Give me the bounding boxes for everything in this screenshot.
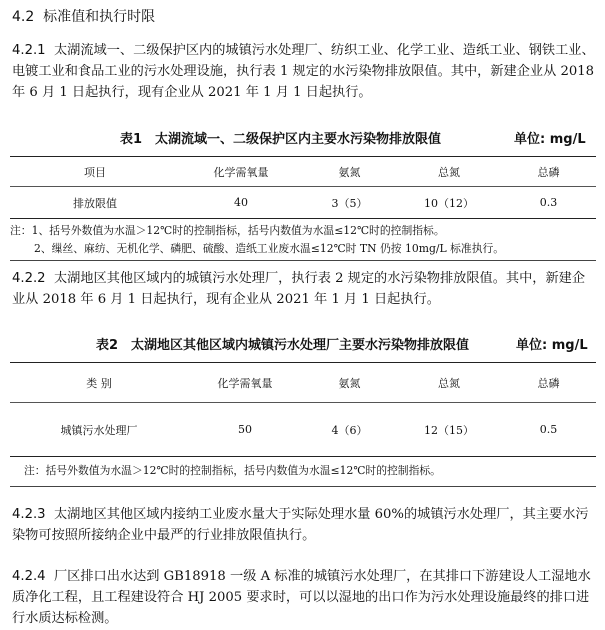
section-title: 标准值和执行时限 [43, 9, 156, 25]
table2-header-cell: 总磷 [501, 363, 596, 403]
table1-header-row [10, 157, 596, 187]
paragraph-4-2-1 [12, 40, 597, 103]
clause-number: 4.2.1 [12, 43, 46, 58]
table1-note-2: 2、缫丝、麻纺、无机化学、磷肥、硫酸、造纸工业废水温≤12℃时 TN 仍按 10mg/L 标准执行。 [34, 242, 505, 255]
table2-header-cell: 总氮 [397, 363, 501, 403]
clause-text: 太湖流域一、二级保护区内的城镇污水处理厂、纺织工业、化学工业、造纸工业、钢铁工业、电镀工业和食品工业的污水处理设施，执行表 1 规定的水污染物排放限值。其中，新建企业从 2018 年 6 月 1 日起执行，现有企业从 2021 年 1 月 1 日起执行。 [12, 43, 595, 100]
table2-cell: 12（15） [397, 403, 501, 457]
paragraph-4-2-3 [12, 504, 597, 546]
table2-data-row [10, 403, 596, 457]
table1-cell: 排放限值 [10, 187, 180, 219]
clause-number: 4.2.2 [12, 271, 46, 286]
table1-unit: 单位: mg/L [514, 132, 586, 147]
table1-cell: 0.3 [501, 187, 596, 219]
table2-cell: 4（6） [302, 403, 397, 457]
table1-header-cell: 氨氮 [302, 157, 397, 187]
table1-data-row [10, 187, 596, 219]
table2-note: 注：括号外数值为水温＞12℃时的控制指标，括号内数值为水温≤12℃时的控制指标。 [24, 464, 441, 477]
table1-bottom-rule [10, 260, 596, 261]
table2-header-row [10, 363, 596, 403]
table2-header-cell: 氨氮 [302, 363, 397, 403]
table2-header-cell: 类 别 [10, 363, 188, 403]
table1-header-cell: 总氮 [397, 157, 501, 187]
table2-cell: 城镇污水处理厂 [10, 403, 188, 457]
clause-number: 4.2.3 [12, 507, 46, 522]
table1-header-cell: 项目 [10, 157, 180, 187]
table2-cell: 0.5 [501, 403, 596, 457]
table1-cell: 3（5） [302, 187, 397, 219]
section-heading [12, 6, 155, 26]
section-number: 4.2 [12, 9, 35, 25]
table1-cell: 40 [180, 187, 302, 219]
table1-caption: 表1 太湖流域一、二级保护区内主要水污染物排放限值 [120, 132, 442, 147]
table1-note-1: 注：1、括号外数值为水温＞12℃时的控制指标，括号内数值为水温≤12℃时的控制指标。 [10, 224, 445, 237]
table1-cell: 10（12） [397, 187, 501, 219]
clause-number: 4.2.4 [12, 569, 46, 584]
table2-header-cell: 化学需氧量 [188, 363, 302, 403]
table2-caption: 表2 太湖地区其他区域内城镇污水处理厂主要水污染物排放限值 [96, 338, 470, 353]
table2 [10, 362, 596, 457]
clause-text: 太湖地区其他区域内接纳工业废水量大于实际处理水量 60%的城镇污水处理厂，其主要水污染物可按照所接纳企业中最严的行业排放限值执行。 [12, 507, 589, 543]
clause-text: 太湖地区其他区域内的城镇污水处理厂，执行表 2 规定的水污染物排放限值。其中，新建企业从 2018 年 6 月 1 日起执行，现有企业从 2021 年 1 月 1 日起执行。 [12, 271, 586, 307]
table2-unit: 单位: mg/L [516, 338, 588, 353]
table1-header-cell: 化学需氧量 [180, 157, 302, 187]
paragraph-4-2-2 [12, 268, 597, 310]
table2-cell: 50 [188, 403, 302, 457]
clause-text: 厂区排口出水达到 GB18918 一级 A 标准的城镇污水处理厂，在其排口下游建设人工湿地水质净化工程，且工程建设符合 HJ 2005 要求时，可以以湿地的出口作为污水处理设施最终的排口进行水质达标检测。 [12, 569, 591, 626]
paragraph-4-2-4 [12, 566, 597, 629]
table1 [10, 156, 596, 219]
table2-bottom-rule [10, 486, 596, 487]
table1-header-cell: 总磷 [501, 157, 596, 187]
